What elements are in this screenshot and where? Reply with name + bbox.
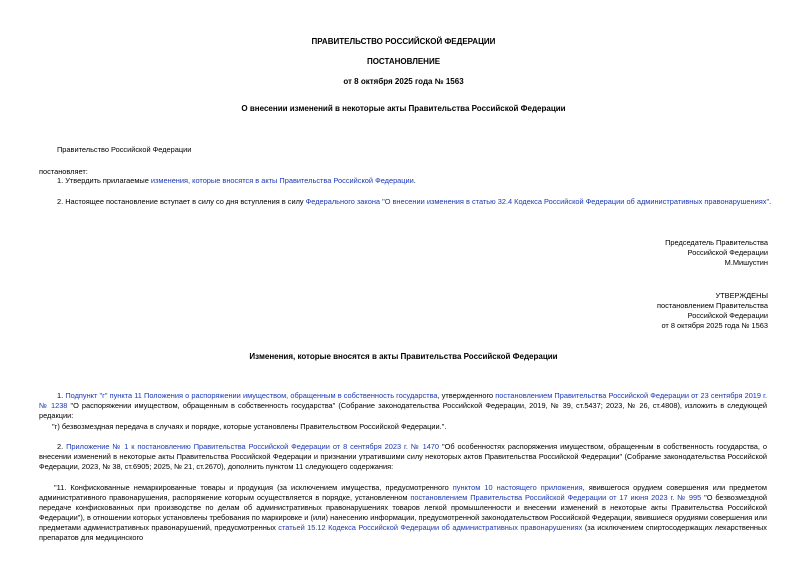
approval-date: от 8 октября 2025 года № 1563: [661, 321, 768, 330]
signature-country: Российской Федерации: [687, 248, 768, 257]
changes-title: Изменения, которые вносятся в акты Правительства Российской Федерации: [249, 352, 558, 361]
item-2: 2. Настоящее постановление вступает в силу со дня вступления в силу Федерального закона "О внесении изменения в статью 32.4 Кодекса Российской Федерации об административных правонарушениях".: [57, 197, 772, 206]
signature-block: [665, 238, 768, 268]
p3-link-article-15-12[interactable]: статьей 15.12 Кодекса Российской Федерации об административных правонарушениях: [278, 523, 583, 532]
item-2-link[interactable]: Федерального закона "О внесении изменения в статью 32.4 Кодекса Российской Федерации об административных правонарушениях": [305, 197, 770, 206]
p2-link-appendix[interactable]: Приложение № 1 к постановлению Правительства Российской Федерации от 8 сентября 2023 г. № 1470: [66, 442, 440, 451]
doc-type: ПОСТАНОВЛЕНИЕ: [366, 57, 441, 66]
item-1-text: 1. Утвердить прилагаемые: [57, 176, 151, 185]
preamble-resolves: постановляет:: [39, 167, 88, 176]
doc-title: О внесении изменений в некоторые акты Правительства Российской Федерации: [241, 104, 566, 113]
p3-link-point10[interactable]: пунктом 10 настоящего приложения: [452, 483, 583, 492]
signature-name: М.Мишустин: [724, 258, 768, 267]
approval-country: Российской Федерации: [687, 311, 768, 320]
item-1: 1. Утвердить прилагаемые изменения, которые вносятся в акты Правительства Российской Федерации.: [57, 176, 416, 185]
p1-link-subitem[interactable]: Подпункт "г" пункта 11 Положения о распоряжении имуществом, обращенным в собственность государства: [65, 391, 438, 400]
doc-date-number: от 8 октября 2025 года № 1563: [343, 77, 464, 86]
paragraph-1-quote: "г) безвозмездная передача в случаях и порядке, которые установлены Правительством Российской Федерации.".: [52, 422, 447, 431]
item-2-text: 2. Настоящее постановление вступает в силу со дня вступления в силу: [57, 197, 306, 206]
paragraph-1: 1. Подпункт "г" пункта 11 Положения о распоряжении имуществом, обращенным в собственность государства, утвержденного постановлением Правительства Российской Федерации от 23 сентября 2019 г. № 1238 "О распоряжении имуществом, обращенным в собственность государства" (Собрание законодательства Российской Федерации, 2019, № 39, ст.5437; 2023, № 26, ст.4808), изложить в следующей редакции:: [39, 391, 768, 420]
p3-link-resolution-995[interactable]: постановлением Правительства Российской Федерации от 17 июня 2023 г. № 995: [410, 493, 702, 502]
paragraph-3: "11. Конфискованные немаркированные товары и продукция (за исключением имущества, предусмотренного пунктом 10 настоящего приложения, явившегося орудием совершения или предметом административного правонарушения, распоряжение которым осуществляется в порядке, установленном постановлением Правительства Российской Федерации от 17 июня 2023 г. № 995 "О безвозмездной передаче конфискованных при производстве по делам об административных правонарушениях товаров легкой промышленности и внесении изменений в некоторые акты Правительства Российской Федерации"), в отношении которых установлены требования по маркировке и (или) нанесению информации, предусмотренной законодательством Российской Федерации, явившиеся орудиями совершения или предметами административных правонарушений, предусмотренных статьей 15.12 Кодекса Российской Федерации об административных правонарушениях (за исключением спиртосодержащих лекарственных препаратов для медицинского: [39, 483, 767, 542]
preamble-government: Правительство Российской Федерации: [57, 145, 192, 154]
paragraph-2: 2. Приложение № 1 к постановлению Правительства Российской Федерации от 8 сентября 2023 г. № 1470 "Об особенностях распоряжения имуществом, обращенным в собственность государства, о внесении изменений в некоторые акты Правительства Российской Федерации и признании утратившими силу некоторых актов Правительства Российской Федерации" (Собрание законодательства Российской Федерации, 2023, № 38, ст.6905; 2025, № 21, ст.2670), дополнить пунктом 11 следующего содержания:: [39, 442, 768, 471]
approval-approved: УТВЕРЖДЕНЫ: [715, 291, 768, 300]
approval-block: [657, 291, 768, 331]
org-title: ПРАВИТЕЛЬСТВО РОССИЙСКОЙ ФЕДЕРАЦИИ: [311, 37, 496, 46]
item-1-link[interactable]: изменения, которые вносятся в акты Правительства Российской Федерации: [150, 176, 414, 185]
signature-title: Председатель Правительства: [665, 238, 768, 247]
approval-by-resolution: постановлением Правительства: [657, 301, 768, 310]
p1-link-resolution[interactable]: постановлением Правительства Российской Федерации от 23 сентября 2019 г. № 1238: [39, 391, 768, 410]
